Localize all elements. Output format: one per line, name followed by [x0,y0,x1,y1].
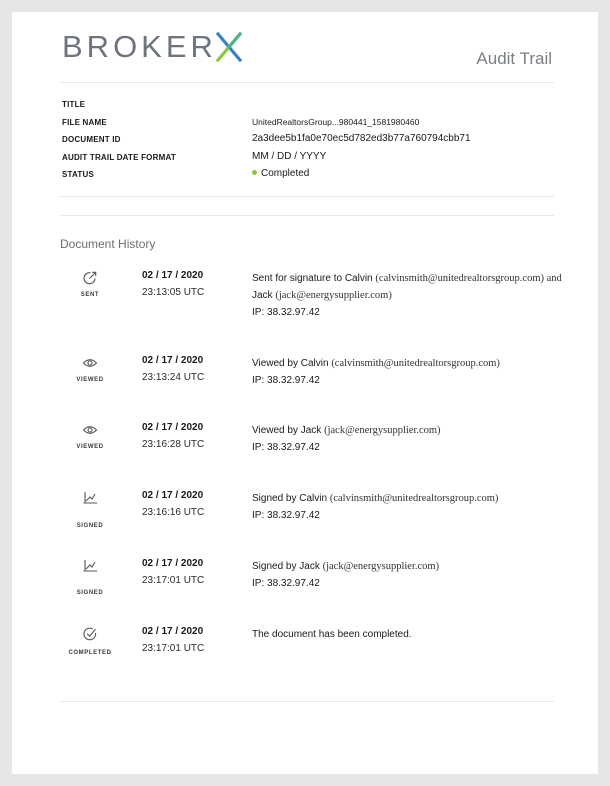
event-ip: IP: 38.32.97.42 [252,307,320,318]
status-label: STATUS [62,170,95,179]
send-icon [82,270,98,286]
event-ip: IP: 38.32.97.42 [252,510,320,521]
meta-divider-1 [60,196,554,197]
logo-wordmark: BROKER [62,29,217,64]
document-id-value: 2a3dee5b1fa0e70ec5d782ed3b77a760794cbb71 [252,133,471,144]
event-ip: IP: 38.32.97.42 [252,375,320,386]
event-description [252,355,572,389]
audit-trail-page [12,12,598,774]
event-type-label: VIEWED [76,377,104,383]
event-time: 23:13:05 UTC [142,287,205,298]
eye-icon [82,422,98,438]
event-desc-email-2: (jack@energysupplier.com) [275,290,392,301]
event-desc-text: Signed by Calvin [252,493,330,504]
event-date: 02 / 17 / 2020 [142,355,204,366]
event-desc-text: Viewed by Calvin [252,358,332,369]
event-desc-email: (jack@energysupplier.com) [324,425,441,436]
event-desc-text: The document has been completed. [252,629,412,640]
footer-divider [60,701,554,702]
event-ip: IP: 38.32.97.42 [252,578,320,589]
event-type-label: VIEWED [76,444,104,450]
header-divider [60,82,554,83]
date-format-value: MM / DD / YYYY [252,150,327,162]
document-history-title: Document History [60,237,156,251]
file-name-label: FILE NAME [62,117,107,127]
event-date: 02 / 17 / 2020 [142,558,204,569]
event-date: 02 / 17 / 2020 [142,490,204,501]
event-type-label: SIGNED [76,590,104,596]
event-description [252,270,572,321]
date-format-label: AUDIT TRAIL DATE FORMAT [62,152,176,162]
event-desc-text: Viewed by Jack [252,425,325,436]
brokerx-logo [62,30,243,64]
event-type-label: SENT [80,292,100,298]
event-time: 23:13:24 UTC [142,372,205,383]
event-description [252,626,572,643]
meta-row-document-id [62,133,562,151]
event-description [252,558,572,592]
meta-row-status [62,168,562,186]
logo-x-mark [215,32,243,62]
signature-icon [82,558,98,574]
event-desc-text: Signed by Jack [252,561,323,572]
meta-row-file-name [62,116,562,134]
document-id-label: DOCUMENT ID [62,135,121,144]
event-date: 02 / 17 / 2020 [142,422,204,433]
event-description [252,490,572,524]
meta-row-title [62,98,562,116]
event-type-label: SIGNED [76,523,104,529]
event-desc-text: Sent for signature to Calvin [252,273,376,284]
status-value [252,168,309,179]
title-label: TITLE [62,100,86,109]
event-ip: IP: 38.32.97.42 [252,442,320,453]
event-date: 02 / 17 / 2020 [142,270,204,281]
event-time: 23:16:28 UTC [142,439,205,450]
check-circle-icon [82,626,98,642]
file-name-value: UnitedRealtorsGroup...980441_1581980460 [252,116,420,127]
meta-row-date-format [62,151,562,169]
status-dot [252,170,257,175]
event-desc-text-2: Jack [252,290,276,301]
event-desc-email: (calvinsmith@unitedrealtorsgroup.com) [331,358,500,369]
eye-icon [82,355,98,371]
status-text: Completed [261,168,310,179]
event-type-label: COMPLETED [68,650,112,656]
document-metadata [62,98,562,186]
event-desc-email: (jack@energysupplier.com) [322,561,440,572]
event-time: 23:17:01 UTC [142,643,205,654]
event-date: 02 / 17 / 2020 [142,626,204,637]
event-desc-email: (calvinsmith@unitedrealtorsgroup.com) and [375,273,562,284]
event-time: 23:16:16 UTC [142,507,205,518]
signature-icon [82,490,98,506]
event-desc-email: (calvinsmith@unitedrealtorsgroup.com) [329,493,499,504]
event-description [252,422,572,456]
event-time: 23:17:01 UTC [142,575,205,586]
meta-divider-2 [60,215,554,216]
document-type-title: Audit Trail [476,49,552,68]
